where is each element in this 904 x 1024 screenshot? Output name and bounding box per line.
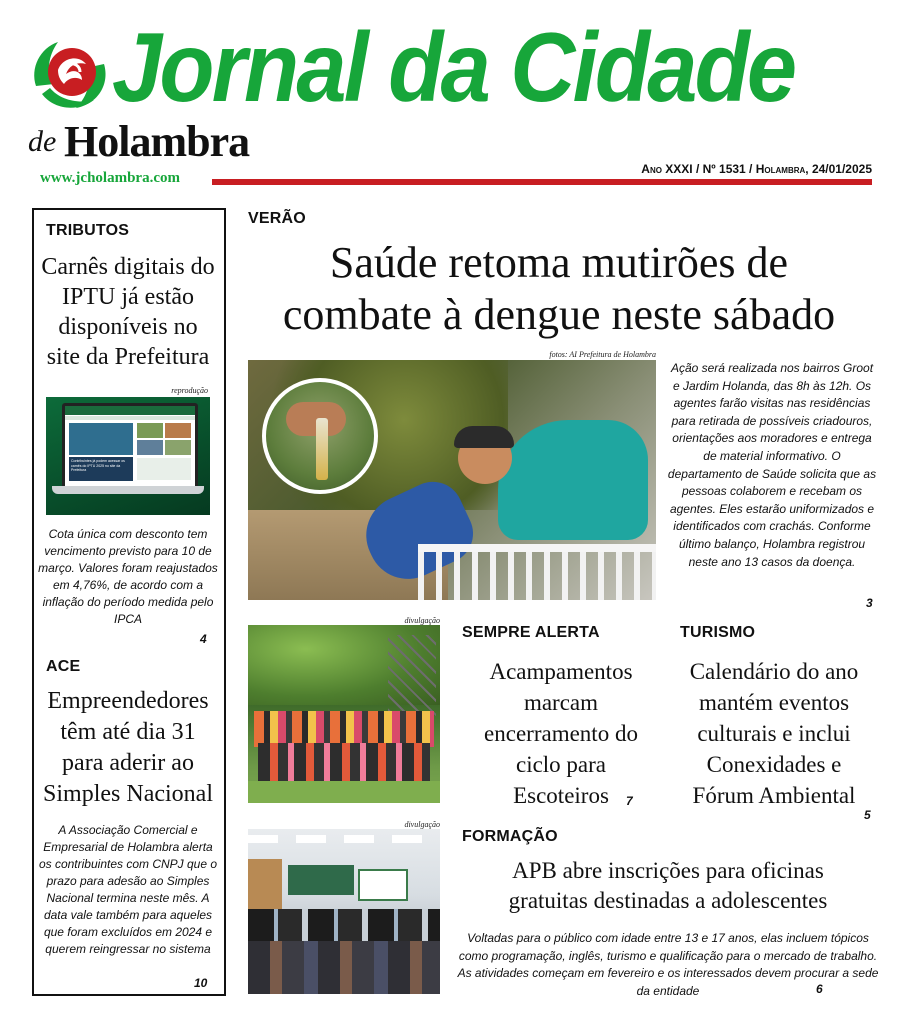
- main-body: Ação será realizada nos bairros Groot e Jardim Holanda, das 8h às 12h. Os agentes farão visitas nas residências para retirada de possíveis criadouros, orientações aos moradores e entrega de material informativo. O departamento de Saúde solicita que as pessoas colaborem e recebam os agentes. Eles estarão uniformizados e identificados com crachás. Conforme último balanço, Holambra registrou neste ano 13 casos da doença.: [667, 361, 877, 569]
- ceiling-lights: [248, 835, 440, 843]
- ace-body: A Associação Comercial e Empresarial de Holambra alerta os contribuintes com CNPJ que o prazo para adesão ao Simples Nacional termina neste mês. A data vale também para aqueles que foram excluídos em 2024 e querem reingressar no sistema: [38, 823, 218, 956]
- monitor-row: [248, 909, 440, 945]
- main-headline-line1[interactable]: Saúde retoma mutirões de: [329, 238, 789, 287]
- tributos-kicker: TRIBUTOS: [46, 222, 130, 239]
- site-thumb-2: [165, 423, 191, 438]
- ace-kicker: ACE: [46, 658, 81, 675]
- site-thumb-3: [137, 440, 163, 455]
- sempre-alerta-headline[interactable]: Acampamentos marcam encerramento do ciclo para Escoteiros: [484, 659, 638, 808]
- turismo-page-number[interactable]: 5: [864, 808, 871, 822]
- laptop-base: [52, 486, 204, 494]
- laptop-screen: [62, 403, 198, 489]
- masthead-rule: [212, 179, 872, 185]
- scouts-photo-credit: divulgação: [404, 616, 440, 625]
- railing: [418, 548, 656, 600]
- masthead-title: Jornal da Cidade: [112, 12, 795, 122]
- agent-cap: [454, 426, 514, 448]
- tributos-body: Cota única com desconto tem vencimento previsto para 10 de março. Valores foram reajustados em 4,76%, de acordo com a inflação do período medida pelo IPCA: [38, 527, 218, 626]
- site-thumb-4: [165, 440, 191, 455]
- main-headline-line2[interactable]: combate à dengue neste sábado: [282, 290, 836, 339]
- masthead-de: de: [28, 125, 57, 158]
- grass-ground: [248, 781, 440, 803]
- ace-page-number[interactable]: 10: [194, 976, 208, 990]
- edition-line: Ano XXXI / Nº 1531 / Holambra, 24/01/2025: [641, 162, 872, 176]
- inset-tube: [316, 418, 328, 480]
- scouts-row-back: [254, 711, 434, 747]
- formacao-kicker: FORMAÇÃO: [462, 828, 558, 845]
- students: [248, 941, 440, 994]
- scouts-group-photo[interactable]: [248, 625, 440, 803]
- dengue-agent-photo[interactable]: [248, 360, 656, 600]
- agent-shirt: [498, 420, 648, 540]
- scouts-row-front: [258, 743, 430, 783]
- green-board: [288, 865, 354, 895]
- sempre-alerta-page-number[interactable]: 7: [626, 794, 633, 808]
- masthead-city: Holambra: [64, 117, 250, 166]
- sempre-alerta-kicker: SEMPRE ALERTA: [462, 624, 600, 641]
- classroom-photo[interactable]: [248, 829, 440, 994]
- main-kicker: VERÃO: [248, 210, 306, 227]
- rose-logo-icon: [28, 34, 112, 114]
- site-header-bar: [65, 406, 195, 415]
- railing-top: [418, 544, 656, 552]
- site-news-caption: Contribuintes já podem acessar os carnês do IPTU 2025 no site da Prefeitura: [69, 457, 133, 481]
- site-banner: [69, 423, 133, 455]
- inset-circle-photo: [262, 378, 378, 494]
- formacao-body: Voltadas para o público com idade entre 13 e 17 anos, elas incluem tópicos como programação, inglês, turismo e qualificação para o mercado de trabalho. As atividades começam em fevereiro e os interessados devem procurar a sede da entidade: [457, 931, 879, 998]
- tributos-page-number[interactable]: 4: [200, 632, 207, 646]
- site-thumb-1: [137, 423, 163, 438]
- formacao-headline-line2[interactable]: gratuitas destinadas a adolescentes: [508, 888, 828, 913]
- masthead-url[interactable]: www.jcholambra.com: [40, 170, 180, 186]
- tributos-photo-credit: reprodução: [171, 386, 208, 395]
- site-footer-strip: [137, 458, 191, 480]
- site-nav-bar: [65, 416, 195, 420]
- main-photo-credit: fotos: AI Prefeitura de Holambra: [549, 350, 656, 359]
- turismo-kicker: TURISMO: [680, 624, 756, 641]
- ace-headline[interactable]: Empreendedores têm até dia 31 para aderir ao Simples Nacional: [43, 688, 213, 807]
- turismo-headline[interactable]: Calendário do ano mantém eventos culturais e inclui Conexidades e Fórum Ambiental: [689, 659, 859, 808]
- tributos-headline[interactable]: Carnês digitais do IPTU já estão disponíveis no site da Prefeitura: [41, 254, 215, 370]
- formacao-page-number[interactable]: 6: [816, 982, 823, 996]
- classroom-photo-credit: divulgação: [404, 820, 440, 829]
- main-page-number[interactable]: 3: [866, 596, 873, 610]
- formacao-headline-line1[interactable]: APB abre inscrições para oficinas: [512, 858, 824, 883]
- iptu-laptop-image[interactable]: [46, 397, 210, 515]
- whiteboard: [358, 869, 408, 901]
